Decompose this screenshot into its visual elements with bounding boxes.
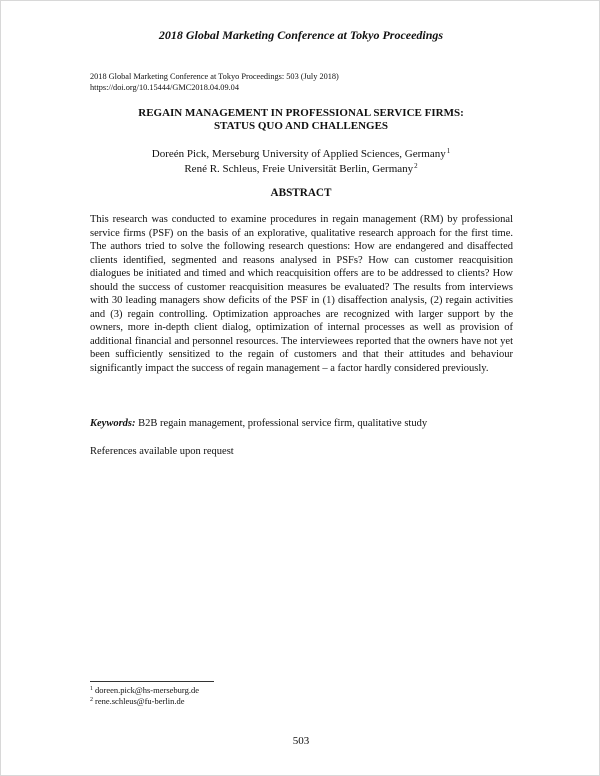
footnotes: [90, 685, 390, 707]
author-block: [61, 147, 541, 177]
author-1-text: Doreén Pick, Merseburg University of Applied Sciences, Germany: [151, 148, 446, 160]
page-number: 503: [292, 735, 310, 747]
footnote-divider: [90, 681, 214, 682]
title-line-1: REGAIN MANAGEMENT IN PROFESSIONAL SERVICE FIRMS:: [138, 107, 464, 119]
author-1-footnote-mark: 1: [446, 147, 451, 155]
citation-block: [90, 72, 520, 93]
footnote-2-mark: 2: [90, 697, 93, 703]
author-2: [61, 162, 541, 177]
footnote-1: [90, 685, 390, 696]
doi-line: https://doi.org/10.15444/GMC2018.04.09.04: [90, 82, 239, 92]
footnote-2-email: rene.schleus@fu-berlin.de: [95, 696, 185, 706]
author-2-footnote-mark: 2: [414, 162, 418, 170]
footnote-1-mark: 1: [90, 686, 93, 692]
keywords-label: Keywords:: [90, 418, 136, 429]
title-line-2: STATUS QUO AND CHALLENGES: [213, 120, 389, 132]
keywords-text: B2B regain management, professional service firm, qualitative study: [138, 418, 428, 429]
paper-title: [61, 107, 541, 133]
author-1: [61, 147, 541, 162]
abstract-heading: ABSTRACT: [270, 187, 332, 199]
citation-line: 2018 Global Marketing Conference at Tokyo Proceedings: 503 (July 2018): [90, 72, 339, 81]
footnote-2: [90, 696, 390, 707]
footnote-1-email: doreen.pick@hs-merseburg.de: [95, 685, 199, 695]
running-header: 2018 Global Marketing Conference at Tokyo Proceedings: [158, 28, 444, 42]
author-2-text: René R. Schleus, Freie Universität Berlin, Germany: [184, 163, 414, 175]
references-note: References available upon request: [90, 446, 234, 457]
keywords-line: [90, 417, 513, 431]
abstract-body: This research was conducted to examine procedures in regain management (RM) by professional service firms (PSF) on the basis of an explorative, qualitative research approach for the first time. The authors tried to solve the following research questions: How are endangered and disaffected clients identified, segmented and reasons analysed in PSFs? How can customer reacquisition dialogues be initiated and timed and which reacquisition offers are to be addressed to clients? How should the success of customer reacquisition measures be evaluated? The results from interviews with 30 leading managers show deficits of the PSF in (1) disaffection analysis, (2) regain activities and (3) regain controlling. Optimization approaches are recognized with larger support by the owners, more in-depth client dialog, optimization of internal processes as well as provision of additional financial and personnel resources. The interviewees reported that the owners have not yet been sufficiently sensitized to the regain of customers and that their attitudes and behaviour significantly impact the success of regain management – a factor hardly considered previously.: [90, 214, 513, 374]
